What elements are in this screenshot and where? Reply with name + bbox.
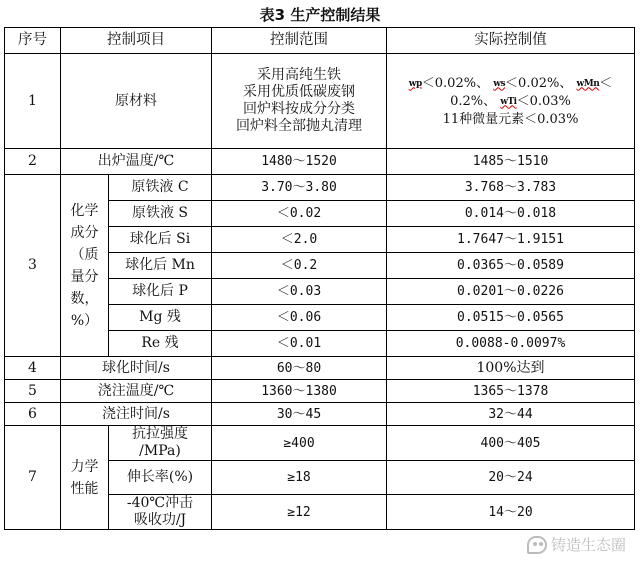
sub-actual: 1.7647～1.9151 (387, 227, 635, 253)
table-row (5, 357, 635, 380)
sub-actual: 3.768～3.783 (387, 175, 635, 201)
header-no: 序号 (5, 28, 61, 54)
actual-line (389, 75, 632, 93)
sub-item-line: /MPa) (139, 443, 181, 459)
table-row (5, 380, 635, 403)
row-no: 1 (5, 54, 61, 149)
sub-item-line: -40℃冲击 (126, 495, 194, 511)
table-title: 表3 生产控制结果 (259, 6, 381, 24)
actual-text: ＜0.02%、 (421, 75, 490, 91)
sub-item: 球化后 P (109, 279, 212, 305)
sub-range: ＜2.0 (212, 227, 387, 253)
row-range: 1480～1520 (212, 149, 387, 175)
row-item: 球化时间/s (61, 357, 212, 380)
sub-range: 3.70～3.80 (212, 175, 387, 201)
header-item: 控制项目 (61, 28, 212, 54)
symbol-wmn: wMn (576, 78, 600, 89)
sub-range: ≥400 (212, 426, 387, 461)
row-no: 5 (5, 380, 61, 403)
symbol-ws: ws (493, 78, 506, 89)
row-no: 4 (5, 357, 61, 380)
category-line: %） (70, 312, 99, 329)
category-line: （质 (70, 246, 99, 263)
actual-text: ＜0.03% (516, 93, 571, 109)
row-actual: 100%达到 (387, 357, 635, 380)
sub-item: 原铁液 S (109, 201, 212, 227)
category-line: 性能 (70, 480, 99, 497)
range-line: 回炉料全部抛丸清理 (236, 118, 362, 134)
range-line: 回炉料按成分分类 (243, 101, 355, 117)
watermark (527, 534, 626, 555)
category-line: 化学 (70, 202, 99, 219)
header-range: 控制范围 (212, 28, 387, 54)
range-line: 采用高纯生铁 (257, 67, 341, 83)
sub-range: ≥12 (212, 495, 387, 530)
sub-item (109, 461, 212, 495)
range-line: 采用优质低碳废钢 (243, 84, 355, 100)
row-range: 30～45 (212, 403, 387, 426)
sub-item: 原铁液 C (109, 175, 212, 201)
sub-actual: 0.0365～0.0589 (387, 253, 635, 279)
actual-text: 0.2%、 (450, 93, 497, 109)
sub-item: Mg 残 (109, 305, 212, 331)
row-item: 浇注时间/s (61, 403, 212, 426)
row-actual: 1365～1378 (387, 380, 635, 403)
sub-actual: 14～20 (387, 495, 635, 530)
watermark-text: 铸造生态圈 (550, 536, 626, 554)
row-range: 1360～1380 (212, 380, 387, 403)
sub-item-line: 吸收功/J (133, 512, 187, 528)
sub-actual: 400～405 (387, 426, 635, 461)
actual-text: ＜ (599, 75, 613, 91)
row-no: 6 (5, 403, 61, 426)
category-mechanical (61, 426, 109, 530)
sub-range: ＜0.03 (212, 279, 387, 305)
row-range: 60～80 (212, 357, 387, 380)
row-no: 2 (5, 149, 61, 175)
sub-actual: 20～24 (387, 461, 635, 495)
row-no: 3 (5, 175, 61, 357)
category-line: 量分 (70, 268, 99, 285)
table-row (5, 149, 635, 175)
sub-range: ＜0.02 (212, 201, 387, 227)
sub-actual: 0.0515～0.0565 (387, 305, 635, 331)
sub-item-line: 伸长率(%) (126, 469, 194, 485)
row-actual: 1485～1510 (387, 149, 635, 175)
symbol-wti: wTi (500, 96, 517, 107)
sub-range: ＜0.01 (212, 331, 387, 357)
row-item: 浇注温度/℃ (61, 380, 212, 403)
table-row (5, 426, 635, 461)
sub-actual: 0.0088-0.0097% (387, 331, 635, 357)
actual-line: 11种微量元素＜0.03% (442, 111, 579, 127)
row-item: 出炉温度/℃ (61, 149, 212, 175)
table-row (5, 403, 635, 426)
actual-line (389, 93, 632, 111)
production-control-table (4, 27, 635, 530)
sub-range: ＜0.2 (212, 253, 387, 279)
table-header-row (5, 28, 635, 54)
sub-item: 球化后 Si (109, 227, 212, 253)
actual-text: ＜0.02%、 (505, 75, 573, 91)
category-chemical (61, 175, 109, 357)
sub-item (109, 495, 212, 530)
table-row (5, 54, 635, 149)
sub-item: Re 残 (109, 331, 212, 357)
category-line: 力学 (70, 458, 99, 475)
header-actual: 实际控制值 (387, 28, 635, 54)
sub-item (109, 426, 212, 461)
table-row (5, 175, 635, 201)
row-actual (387, 54, 635, 149)
wechat-icon (527, 536, 547, 554)
sub-range: ≥18 (212, 461, 387, 495)
category-line: 数， (70, 290, 99, 307)
category-line: 成分 (70, 224, 99, 241)
row-no: 7 (5, 426, 61, 530)
row-actual: 32～44 (387, 403, 635, 426)
symbol-wp: wp (408, 78, 422, 89)
sub-actual: 0.0201～0.0226 (387, 279, 635, 305)
sub-range: ＜0.06 (212, 305, 387, 331)
row-range (212, 54, 387, 149)
sub-item: 球化后 Mn (109, 253, 212, 279)
sub-item-line: 抗拉强度 (132, 426, 188, 442)
sub-actual: 0.014～0.018 (387, 201, 635, 227)
row-item: 原材料 (61, 54, 212, 149)
